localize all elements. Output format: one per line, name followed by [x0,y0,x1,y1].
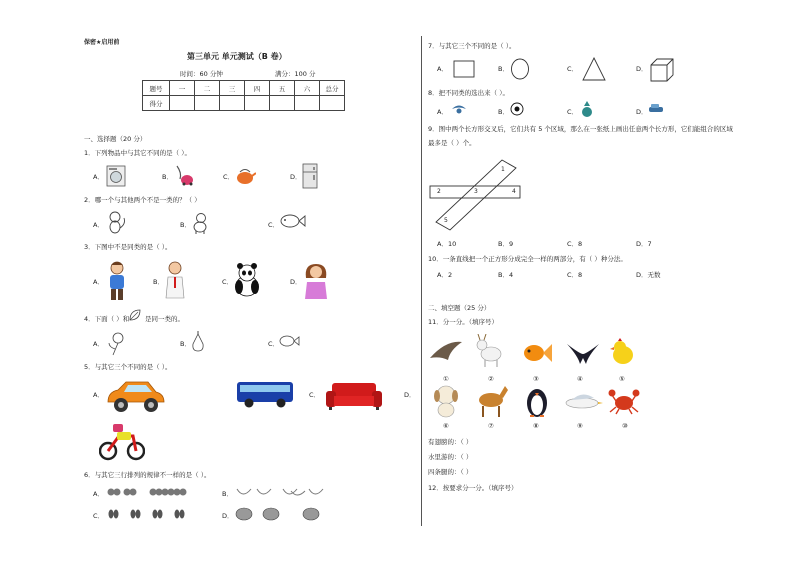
score-cell: 四 [245,81,270,96]
q9-option-a[interactable]: A．10 [437,240,457,248]
q10-option-d[interactable]: D．无数 [636,271,661,279]
q8-option-c[interactable]: C． [567,108,579,116]
bird-icon [451,102,467,116]
animal-number: ⑧ [533,422,539,430]
q6-option-b[interactable]: B． [222,490,233,498]
question-4-part-2: 是同一类的。 [145,315,184,323]
q5-option-d[interactable]: D． [404,391,416,399]
man-icon [163,260,187,300]
q6-option-d[interactable]: D． [222,512,234,520]
q4-option-b[interactable]: B． [180,340,191,348]
q1-option-b[interactable]: B． [162,173,173,181]
goldfish-icon [521,340,553,366]
footprint-row-icon [105,507,197,521]
question-3: 3．下图中不是同类的是（ ）。 [84,243,172,251]
score-cell: 题号 [143,81,170,96]
animal-number: ⑥ [443,422,449,430]
animal-number: ⑦ [488,422,494,430]
page-title: 第三单元 单元测试（B 卷） [187,52,287,61]
q7-option-b[interactable]: B． [498,65,509,73]
score-table-score-row [143,96,345,111]
score-cell: 二 [195,81,220,96]
horse-icon [473,384,509,418]
dog-icon [190,212,210,234]
q3-option-d[interactable]: D． [290,278,302,286]
puppy-icon [432,384,460,418]
score-input-cell[interactable] [295,96,320,111]
q9-option-b[interactable]: B．9 [498,240,514,248]
column-divider [421,36,422,526]
region-label: 4 [512,188,516,195]
question-5: 5．与其它三个不同的是（ ）。 [84,363,172,371]
car-icon [104,378,166,414]
q11-legs-answer[interactable]: 四条腿的：（ ） [428,468,473,476]
q5-option-c[interactable]: C． [309,391,321,399]
small-fish-icon [278,333,300,349]
score-input-cell[interactable] [245,96,270,111]
penguin-icon [522,383,552,419]
score-input-cell[interactable] [170,96,195,111]
goat-icon [474,334,506,368]
flower-icon [105,330,127,356]
secret-label: 保密★启用前 [84,39,120,46]
motorcycle-icon [99,420,145,462]
q3-option-c[interactable]: C． [222,278,234,286]
swallow-icon [566,340,600,366]
oval-icon [510,58,530,80]
animal-number: ① [443,375,449,383]
q7-option-a[interactable]: A． [437,65,448,73]
animal-number: ⑨ [577,422,583,430]
cube-icon [650,58,674,82]
bus-icon [235,379,295,409]
score-input-cell[interactable] [270,96,295,111]
q1-option-d[interactable]: D． [290,173,302,181]
washing-machine-icon [106,165,126,187]
q7-option-d[interactable]: D． [636,65,648,73]
q5-option-a[interactable]: A． [93,391,104,399]
question-1: 1．下列物品中与其它不同的是（ ）。 [84,149,191,157]
soccer-ball-icon [510,102,524,116]
q1-option-c[interactable]: C． [223,173,235,181]
banana-row-icon [235,485,327,499]
triangle-icon [582,57,606,81]
crab-icon [608,387,640,415]
fish-icon [278,212,306,230]
question-12: 12．按要求分一分。（填序号） [428,484,518,492]
animal-number: ⑤ [619,375,625,383]
sandal-icon [648,102,664,116]
question-10: 10．一条直线把一个正方形分成完全一样的两部分，有（ ）种分法。 [428,255,627,263]
q8-option-a[interactable]: A． [437,108,448,116]
time-label: 时间：60 分钟 [180,70,223,78]
q4-option-c[interactable]: C． [268,340,280,348]
score-table [142,80,345,111]
region-label: 2 [437,188,441,195]
animal-number: ② [488,375,494,383]
sofa-icon [324,381,384,411]
vacuum-cleaner-icon [172,163,194,187]
region-label: 5 [444,217,448,224]
full-score-label: 满分：100 分 [275,70,316,78]
kettle-icon [234,167,256,185]
q8-option-d[interactable]: D． [636,108,648,116]
q3-option-b[interactable]: B． [153,278,164,286]
q6-option-c[interactable]: C． [93,512,105,520]
question-7: 7．与其它三个不同的是（ ）。 [428,42,516,50]
score-cell: 总分 [320,81,345,96]
monkey-icon [105,210,127,234]
question-11: 11．分一分。（填序号） [428,318,499,326]
score-input-cell[interactable] [195,96,220,111]
question-2: 2．哪一个与其他两个不是一类的？（ ） [84,196,201,204]
boy-icon [105,260,129,302]
q1-option-a[interactable]: A． [93,173,104,181]
pineapple-icon [580,101,594,117]
animal-number: ④ [577,375,583,383]
score-input-cell[interactable] [220,96,245,111]
q10-option-c[interactable]: C．8 [567,271,583,279]
animal-number: ⑩ [622,422,628,430]
score-cell: 六 [295,81,320,96]
chick-icon [610,338,636,366]
q2-option-b[interactable]: B． [180,221,191,229]
woman-icon [302,262,330,300]
flower-row-icon [105,485,197,499]
section-1-title: 一、选择题（20 分） [84,135,147,143]
question-4-part-1: 4．下面（ ）和 [84,315,130,323]
stone-row-icon [235,506,327,522]
score-input-cell[interactable] [320,96,345,111]
region-label: 1 [501,166,505,173]
region-label: 3 [474,188,478,195]
square-icon [453,60,475,78]
pear-icon [190,331,206,353]
q9-option-c[interactable]: C．8 [567,240,583,248]
refrigerator-icon [302,163,318,189]
score-cell: 得分 [143,96,170,111]
score-cell: 三 [220,81,245,96]
question-6: 6．与其它三行排列的规律不一样的是（ ）。 [84,471,211,479]
q6-option-a[interactable]: A． [93,490,104,498]
eagle-icon [428,338,464,366]
question-9-line-1: 9．图中两个长方形交叉后，它们共有 5 个区域，那么在一张纸上画出任意两个长方形，它们能组合的区域 [428,125,733,133]
q10-option-a[interactable]: A．2 [437,271,453,279]
q9-option-d[interactable]: D．7 [636,240,652,248]
q2-option-a[interactable]: A． [93,221,104,229]
q7-option-c[interactable]: C． [567,65,579,73]
score-cell: 一 [170,81,195,96]
question-9-line-2: 最多是（ ）个。 [428,139,476,147]
seagull-icon [560,390,604,412]
crossed-rectangles-diagram [428,156,528,234]
q10-option-b[interactable]: B．4 [498,271,514,279]
score-cell: 五 [270,81,295,96]
question-8: 8．把不同类的选出来（ ）。 [428,89,509,97]
animal-number: ③ [533,375,539,383]
q8-option-b[interactable]: B． [498,108,509,116]
section-2-title: 二、填空题（25 分） [428,304,491,312]
panda-icon [232,263,262,297]
leaf-icon [128,308,142,322]
q3-option-a[interactable]: A． [93,278,104,286]
q2-option-c[interactable]: C． [268,221,280,229]
q11-wing-answer[interactable]: 有翅膀的：（ ） [428,438,473,446]
q11-water-answer[interactable]: 水里游的：（ ） [428,453,473,461]
q4-option-a[interactable]: A． [93,340,104,348]
score-table-header-row [143,81,345,96]
